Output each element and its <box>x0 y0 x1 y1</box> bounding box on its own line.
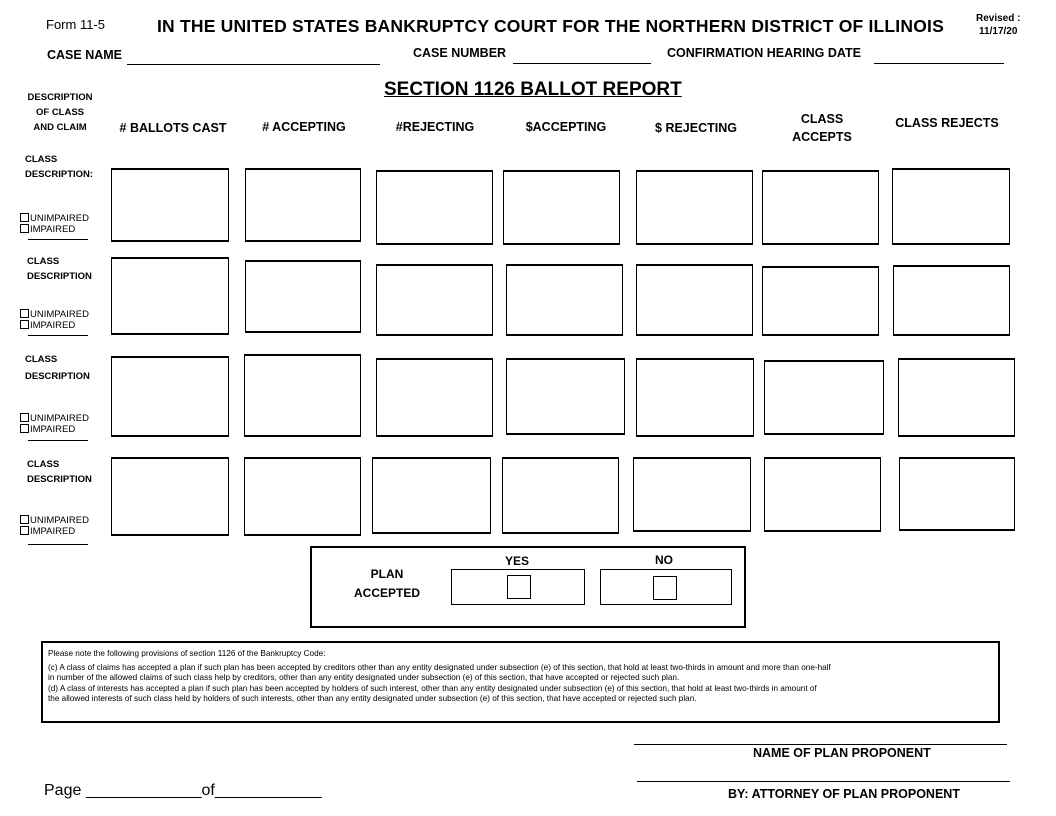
row-divider <box>28 544 88 545</box>
impairment-options <box>20 309 89 331</box>
impaired-option[interactable] <box>20 320 89 331</box>
rejecting-cell[interactable] <box>372 457 491 534</box>
impaired-option[interactable] <box>20 424 89 435</box>
row-description-label: DESCRIPTION: <box>25 169 94 180</box>
checkbox-icon[interactable] <box>20 526 29 535</box>
row-description-label: DESCRIPTION <box>27 271 92 282</box>
col-class-rejects: CLASS REJECTS <box>895 116 999 130</box>
case-number-label: CASE NUMBER <box>413 46 507 60</box>
note-para-d-cont: the allowed interests of such class held by holders of such interests, other than any entity designated under subsection (e) of this section, that have accepted or rejected such plan. <box>48 694 697 704</box>
plan-accepted-label <box>342 565 432 603</box>
impaired-option[interactable] <box>20 224 89 235</box>
section-1126-note <box>41 641 1000 723</box>
rejecting-cell[interactable] <box>376 264 493 336</box>
row-class-label: CLASS <box>25 154 58 165</box>
accepting-cell[interactable] <box>245 168 361 242</box>
unimpaired-label: UNIMPAIRED <box>30 515 89 526</box>
class-rejects-cell[interactable] <box>898 358 1015 437</box>
class-rejects-cell[interactable] <box>892 168 1010 245</box>
form-number: Form 11-5 <box>46 17 105 32</box>
no-checkbox[interactable] <box>653 576 677 600</box>
impaired-option[interactable] <box>20 526 89 537</box>
report-title: SECTION 1126 BALLOT REPORT <box>384 79 682 100</box>
unimpaired-label: UNIMPAIRED <box>30 413 89 424</box>
ballots-cast-cell[interactable] <box>111 168 229 242</box>
row-label <box>25 152 93 182</box>
no-label: NO <box>655 553 673 567</box>
impairment-options <box>20 413 89 435</box>
case-name-label: CASE NAME <box>47 48 123 62</box>
unimpaired-label: UNIMPAIRED <box>30 309 89 320</box>
note-para-c: (c) A class of claims has accepted a plan if such plan has been accepted by creditors other than any entity designated under subsection (e) of this section, that hold at least two-thirds in amount and more than one-half <box>48 662 831 672</box>
desc-header-line: AND CLAIM <box>33 122 87 133</box>
row-class-label: CLASS <box>27 459 60 470</box>
rejecting-cell[interactable] <box>376 358 493 437</box>
plan-label-line: ACCEPTED <box>353 586 420 600</box>
checkbox-icon[interactable] <box>20 224 29 233</box>
col-dollar-rejecting: $ REJECTING <box>655 121 737 135</box>
class-accepts-cell[interactable] <box>762 266 879 336</box>
dollar-accepting-cell[interactable] <box>506 358 625 435</box>
page-indicator: Page _____________of____________ <box>44 782 322 799</box>
row-label <box>25 352 90 385</box>
accepting-cell[interactable] <box>244 457 361 536</box>
case-number-field[interactable] <box>513 63 651 64</box>
case-name-field[interactable] <box>127 64 380 65</box>
row-label <box>27 457 92 487</box>
note-para-d: (d) A class of interests has accepted a plan if such plan has been accepted by holders of such interest, other than any entity designated under subsection (e) of this section, that hold at least two-thirds in amount of <box>48 683 817 693</box>
unimpaired-option[interactable] <box>20 413 89 424</box>
dollar-accepting-cell[interactable] <box>503 170 620 245</box>
ballots-cast-cell[interactable] <box>111 457 229 536</box>
row-class-label: CLASS <box>25 354 58 365</box>
dollar-rejecting-cell[interactable] <box>633 457 751 532</box>
unimpaired-option[interactable] <box>20 213 89 224</box>
accepting-cell[interactable] <box>245 260 361 333</box>
plan-proponent-signature-line[interactable] <box>634 744 1007 745</box>
note-para-c-cont: in number of the allowed claims of such class help by creditors, other than any entity designated under subsection (e) of this section, that have accepted or rejected such plan. <box>48 673 680 683</box>
impaired-label: IMPAIRED <box>30 424 76 435</box>
row-divider <box>28 440 88 441</box>
description-column-header <box>18 90 102 135</box>
impairment-options <box>20 515 89 537</box>
checkbox-icon[interactable] <box>20 320 29 329</box>
rejecting-cell[interactable] <box>376 170 493 245</box>
plan-label-line: PLAN <box>370 567 404 581</box>
impairment-options <box>20 213 89 235</box>
class-accepts-cell[interactable] <box>764 360 884 435</box>
revised-stamp <box>976 12 1020 38</box>
row-class-label: CLASS <box>27 256 60 267</box>
impaired-label: IMPAIRED <box>30 526 76 537</box>
desc-header-line: OF CLASS <box>35 107 85 118</box>
row-divider <box>28 239 88 240</box>
dollar-rejecting-cell[interactable] <box>636 170 753 245</box>
class-rejects-cell[interactable] <box>893 265 1010 336</box>
col-rejecting: #REJECTING <box>395 120 475 134</box>
note-intro: Please note the following provisions of section 1126 of the Bankruptcy Code: <box>48 649 326 658</box>
dollar-accepting-cell[interactable] <box>506 264 623 336</box>
plan-proponent-label: NAME OF PLAN PROPONENT <box>753 746 931 760</box>
revised-date: 11/17/20 <box>979 26 1018 37</box>
unimpaired-label: UNIMPAIRED <box>30 213 89 224</box>
col-ballots-cast: # BALLOTS CAST <box>119 121 227 135</box>
row-description-label: DESCRIPTION <box>25 370 90 382</box>
checkbox-icon[interactable] <box>20 213 29 222</box>
confirmation-date-label: CONFIRMATION HEARING DATE <box>667 46 861 60</box>
attorney-signature-line[interactable] <box>637 781 1010 782</box>
class-accepts-cell[interactable] <box>764 457 881 532</box>
col-dollar-accepting: $ACCEPTING <box>525 120 607 134</box>
checkbox-icon[interactable] <box>20 515 29 524</box>
desc-header-line: DESCRIPTION <box>27 92 93 103</box>
impaired-label: IMPAIRED <box>30 224 76 235</box>
attorney-label: BY: ATTORNEY OF PLAN PROPONENT <box>728 787 960 801</box>
confirmation-date-field[interactable] <box>874 63 1004 64</box>
row-description-label: DESCRIPTION <box>27 474 92 485</box>
yes-checkbox[interactable] <box>507 575 531 599</box>
class-accepts-cell[interactable] <box>762 170 879 245</box>
impaired-label: IMPAIRED <box>30 320 76 331</box>
yes-label: YES <box>505 554 530 568</box>
unimpaired-option[interactable] <box>20 309 89 320</box>
row-divider <box>28 335 88 336</box>
dollar-rejecting-cell[interactable] <box>636 264 753 336</box>
col-accepting: # ACCEPTING <box>262 120 346 134</box>
checkbox-icon[interactable] <box>20 413 29 422</box>
court-title: IN THE UNITED STATES BANKRUPTCY COURT FOR THE NORTHERN DISTRICT OF ILLINOIS <box>157 16 944 36</box>
class-rejects-cell[interactable] <box>899 457 1015 531</box>
ballots-cast-cell[interactable] <box>111 356 229 437</box>
ballots-cast-cell[interactable] <box>111 257 229 335</box>
dollar-rejecting-cell[interactable] <box>636 358 754 437</box>
revised-label: Revised : <box>976 13 1021 24</box>
accepting-cell[interactable] <box>244 354 361 437</box>
col-class-accepts: CLASS ACCEPTS <box>792 112 852 144</box>
unimpaired-option[interactable] <box>20 515 89 526</box>
checkbox-icon[interactable] <box>20 424 29 433</box>
checkbox-icon[interactable] <box>20 309 29 318</box>
row-label <box>27 254 92 284</box>
dollar-accepting-cell[interactable] <box>502 457 619 534</box>
